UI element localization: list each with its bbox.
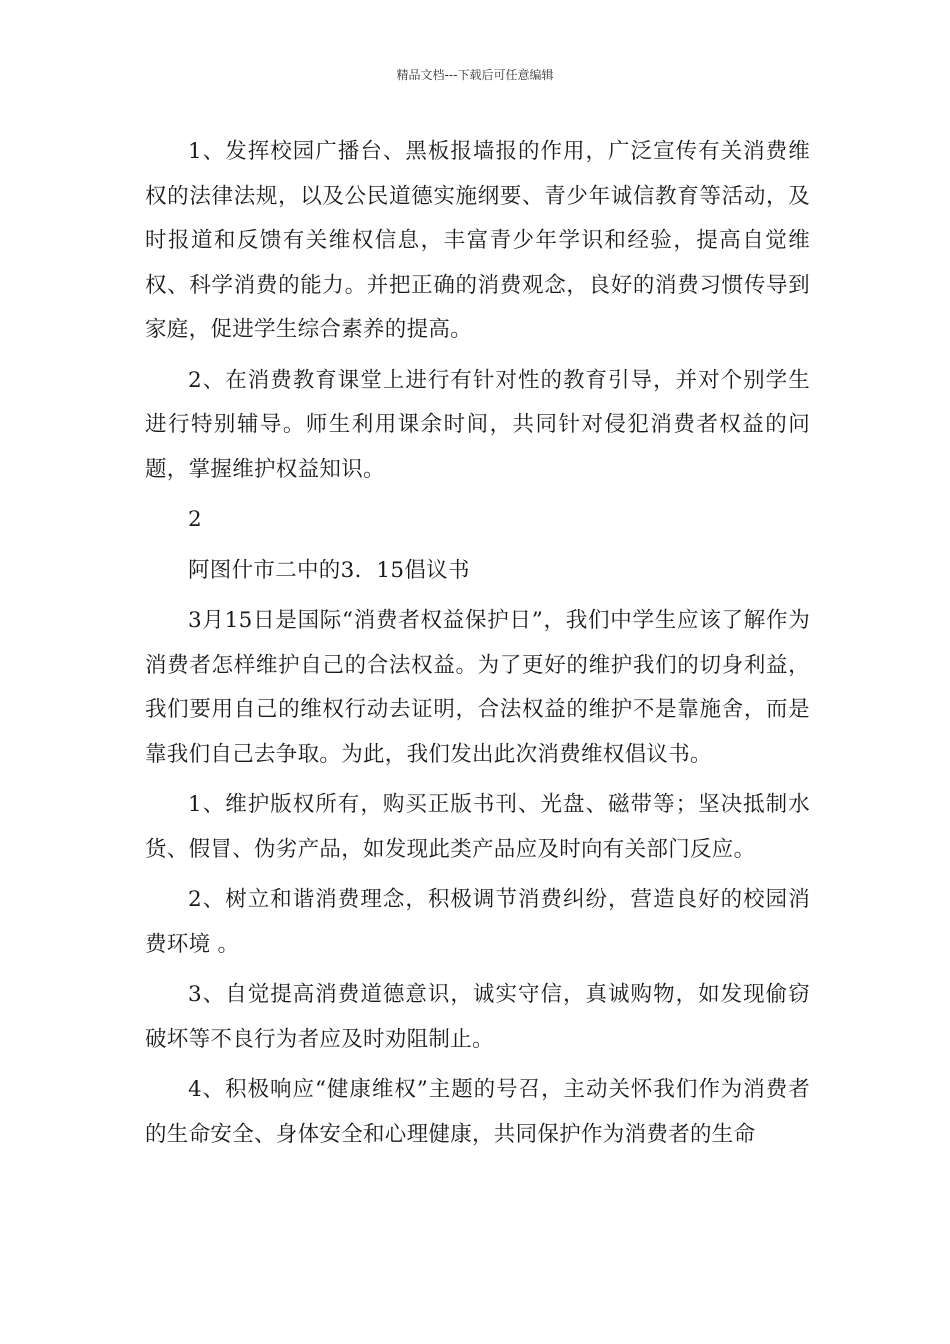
paragraph-item-2: 2、树立和谐消费理念，积极调节消费纠纷，营造良好的校园消费环境 。 [145, 887, 810, 957]
document-body [145, 130, 810, 1163]
paragraph-broadcast-publicity: 1、发挥校园广播台、黑板报墙报的作用，广泛宣传有关消费维权的法律法规，以及公民道德实施纲要、青少年诚信教育等活动，及时报道和反馈有关维权信息，丰富青少年学识和经验，提高自觉维权、科学消费的能力。并把正确的消费观念，良好的消费习惯传导到家庭，促进学生综合素养的提高。 [145, 139, 810, 342]
page-header: 精品文档---下载后可任意编辑 [396, 68, 554, 82]
paragraph-intro: 3月15日是国际“消费者权益保护日”，我们中学生应该了解作为消费者怎样维护自己的合法权益。为了更好的维护我们的切身利益，我们要用自己的维权行动去证明，合法权益的维护不是靠施舍，而是靠我们自己去争取。为此，我们发出此次消费维权倡议书。 [145, 608, 810, 767]
paragraph-item-3: 3、自觉提高消费道德意识，诚实守信，真诚购物，如发现偷窃破坏等不良行为者应及时劝阻制止。 [145, 982, 810, 1052]
paragraph-item-1: 1、维护版权所有，购买正版书刊、光盘、磁带等；坚决抵制水货、假冒、伪劣产品，如发现此类产品应及时向有关部门反应。 [145, 792, 810, 862]
proposal-title: 阿图什市二中的3．15倡议书 [188, 557, 470, 583]
section-number: 2 [188, 507, 202, 532]
paragraph-item-4: 4、积极响应“健康维权”主题的号召，主动关怀我们作为消费者的生命安全、身体安全和心理健康，共同保护作为消费者的生命 [145, 1077, 810, 1147]
paragraph-classroom-guidance: 2、在消费教育课堂上进行有针对性的教育引导，并对个别学生进行特别辅导。师生利用课余时间，共同针对侵犯消费者权益的问题，掌握维护权益知识。 [145, 367, 810, 482]
